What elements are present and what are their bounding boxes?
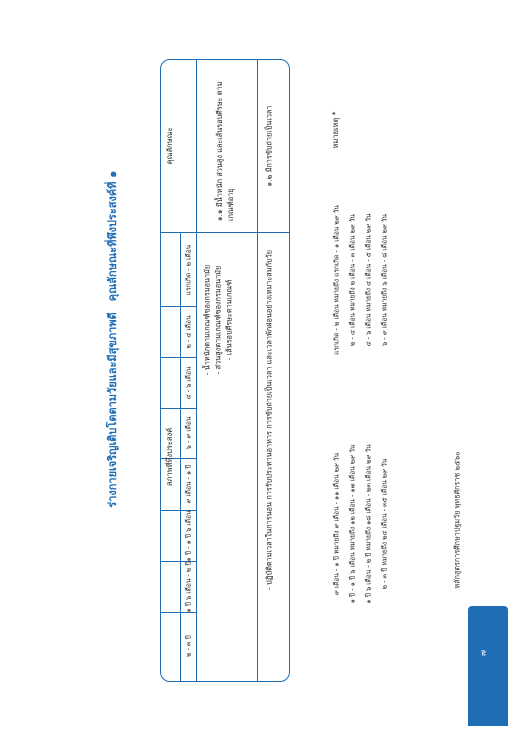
age-col-1: ๒ - ๔ เดือน [184, 315, 193, 349]
note-line: ๒ - ๔ เดือน หมายถึง ๒ เดือน - ๓ เดือน ๒๙ วัน [348, 214, 357, 346]
age-col-7: ๒ - ๓ ปี [184, 635, 193, 657]
table-divider [196, 59, 197, 682]
attr-header: คุณลักษณะ [165, 127, 174, 165]
note-line: ๔ - ๖ เดือน หมายถึง ๔ เดือน - ๕ เดือน ๒๙ วัน [364, 213, 373, 347]
age-col-3: ๖ - ๙ เดือน [184, 416, 193, 450]
row1-item-2: - ส่วนสูงตามเกณฑ์ของกรมอนามัย [213, 265, 223, 375]
note-line: ๙ เดือน - ๑ ปี หมายถึง ๙ เดือน - ๑๑ เดือน ๒๙ วัน [332, 452, 341, 596]
footer-bar [468, 606, 508, 726]
table-divider [180, 232, 181, 682]
row1-item-1: - น้ำหนักตามเกณฑ์ของกรมอนามัย [202, 264, 212, 376]
footer-title: หลักสูตรการศึกษาปฐมวัย พุทธศักราช ๒๕๖๐ [452, 451, 462, 589]
row1-item-3: - เส้นรอบศีรษะตามเกณฑ์ [224, 279, 234, 361]
table-divider [160, 306, 196, 307]
row2-item-1: - ปฏิบัติตามเวลาในการนอน การรับประทานอาหาร การขับถ่ายเป็นเวลา และเวลาพักผ่อนอย่างเหมาะสมกับวัย [264, 249, 274, 591]
page-number: ๗ [478, 649, 488, 657]
age-col-6: ๑ ปี ๖ เดือน - ๒ ปี [184, 561, 193, 613]
age-header: สภาพที่พึงประสงค์ [165, 427, 174, 487]
table-divider [160, 408, 196, 409]
page-number-badge [470, 640, 496, 666]
note-line: แรกเกิด - ๒ เดือน หมายถึง แรกเกิด - ๑ เดือน ๒๙ วัน [332, 205, 341, 355]
age-col-2: ๔ - ๖ เดือน [184, 366, 193, 400]
age-col-4: ๙ เดือน - ๑ ปี [184, 464, 193, 504]
note-line: ๖ - ๙ เดือน หมายถึง ๖ เดือน - ๘ เดือน ๒๙ วัน [380, 214, 389, 346]
table-divider [160, 357, 196, 358]
note-line: ๒ - ๓ ปี หมายถึง ๒๔ เดือน - ๓๕ เดือน ๒๙ วัน [380, 458, 389, 590]
table-divider [257, 59, 258, 682]
note-line: ๑ ปี - ๑ ปี ๖ เดือน หมายถึง ๑๒ เดือน - ๑๗ เดือน ๒๙ วัน [348, 444, 357, 604]
row-label-2: ๑.๒ มีการขับถ่ายเป็นเวลา [264, 105, 274, 187]
age-col-5: ๑ ปี - ๑ ปี ๖ เดือน [184, 510, 193, 562]
notes-label: หมายเหตุ * [331, 111, 340, 149]
row-label-1: ๑.๑ มีน้ำหนัก ส่วนสูง และเส้นรอบศีรษะ ตามเกณฑ์อายุ [215, 81, 235, 221]
note-line: ๑ ปี ๖ เดือน - ๒ ปี หมายถึง ๑๘ เดือน - ๒๓ เดือน ๒๙ วัน [364, 444, 373, 604]
heading-sub: ร่างกายเจริญเติบโตตามวัยและมีสุขภาพดี [106, 312, 119, 508]
age-col-0: แรกเกิด - ๒ เดือน [184, 244, 193, 296]
heading-main: คุณลักษณะที่พึงประสงค์ที่ ๑ [106, 170, 119, 302]
